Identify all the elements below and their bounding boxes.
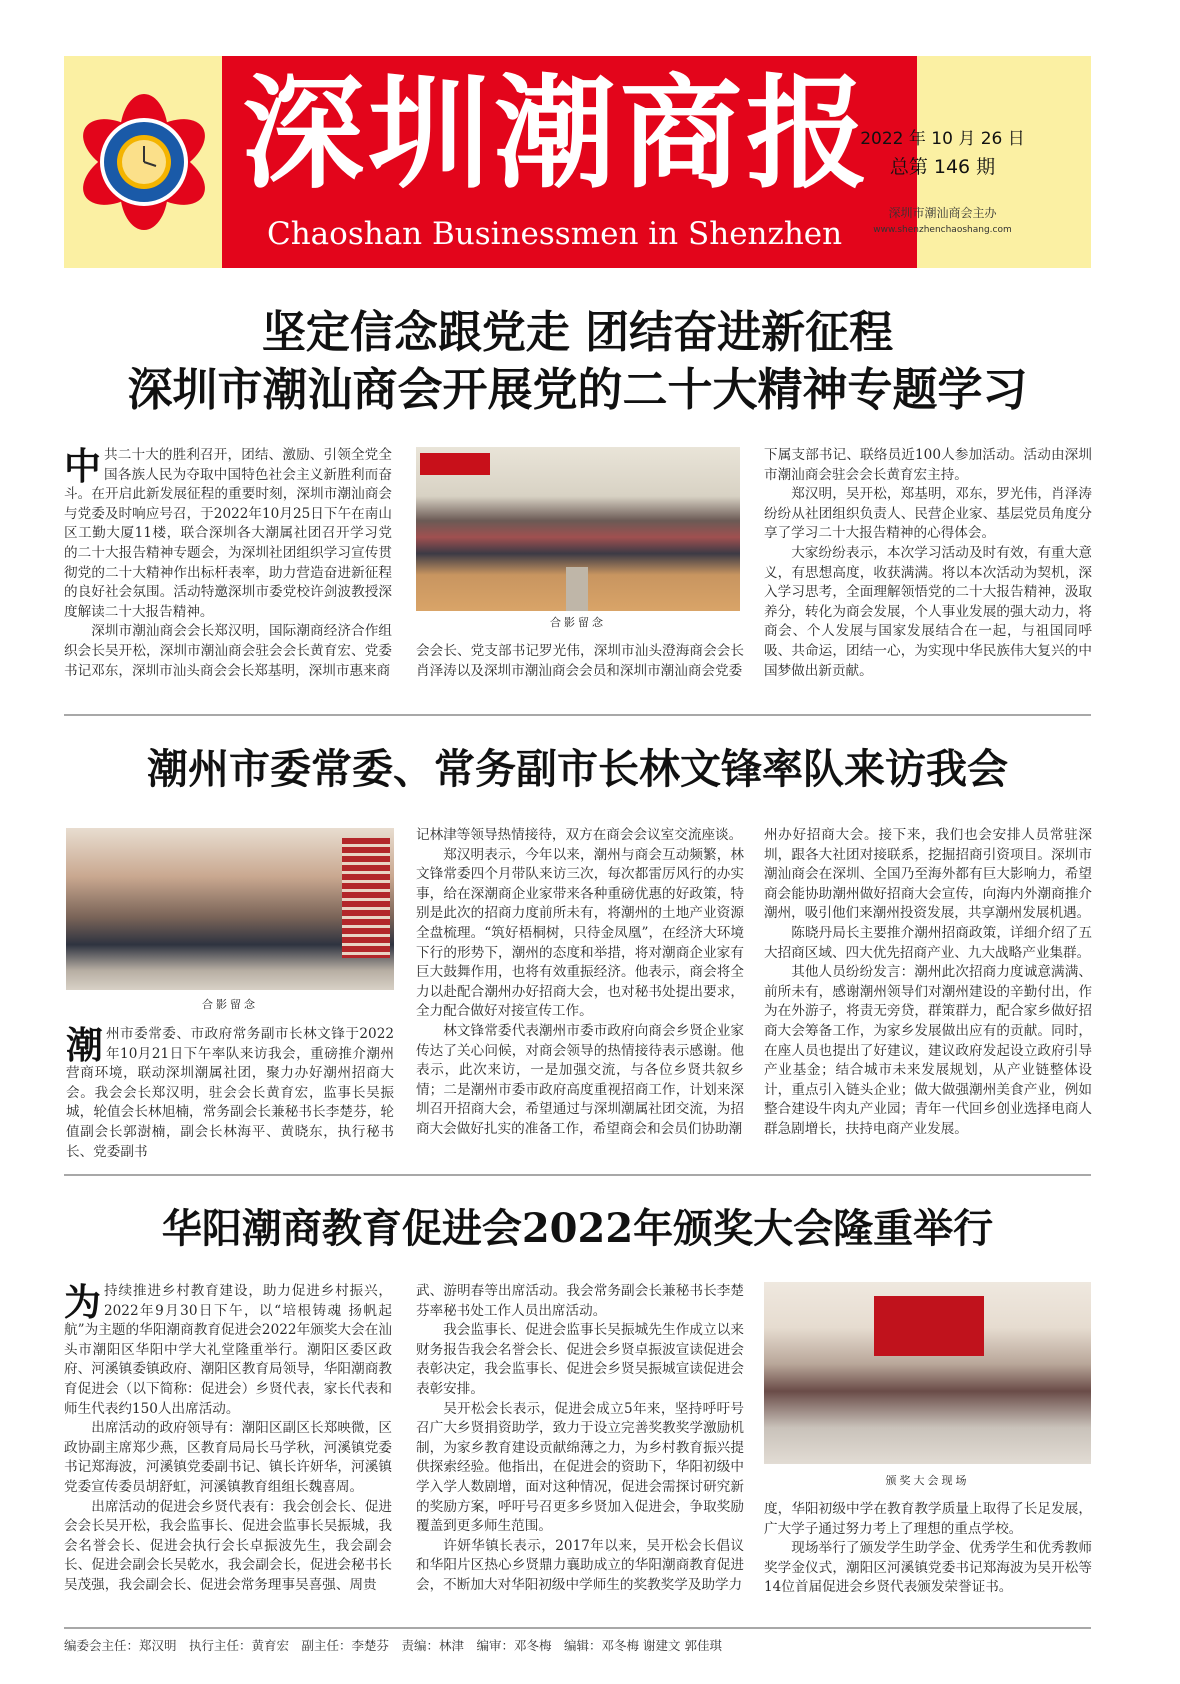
paragraph: 会会长、党支部书记罗光伟，深圳市汕头澄海商会会长肖泽涛以及深圳市潮汕商会会员和深圳市潮汕商会党委 [416, 643, 744, 679]
photo-caption: 合影留念 [550, 616, 606, 629]
paragraph: 州市委常委、市政府常务副市长林文锋于2022年10月21日下午率队来访我会，重磅推介潮州营商环境，联动深圳潮属社团，聚力办好潮州招商大会。我会会长郑汉明，驻会会长黄育宏，监事长吴振城，轮值会长林旭楠，常务副会长兼秘书长李楚芬，轮值副会长郭澍楠，副会长林海平、黄晓东，执行秘书长、党委副书 [66, 1026, 394, 1160]
paragraph: 陈晓丹局长主要推介潮州招商政策，详细介绍了五大招商区域、四大优先招商产业、九大战略产业集群。 [764, 924, 1092, 961]
paragraph: 持续推进乡村教育建设，助力促进乡村振兴，2022年9月30日下午，以“培根铸魂 扬帆起航”为主题的华阳潮商教育促进会2022年颁奖大会在汕头市潮阳区华阳中学大礼堂隆重举行。潮阳区委区政府、河溪镇委镇政府、潮阳区教育局领导，华阳潮商教育促进会（以下简称：促进会）乡贤代表，家长代表和师生代表约150人出席活动。 [64, 1283, 392, 1417]
drop-cap: 潮 [66, 1023, 103, 1067]
photo-caption: 合影留念 [202, 998, 258, 1011]
article3-column-2 [416, 1282, 744, 1596]
award-ceremony-photo [764, 1282, 1091, 1464]
paragraph: 郑汉明表示，今年以来，潮州与商会互动频繁，林文锋常委四个月带队来访三次，每次都雷厉风行的办实事，给在深潮商企业家带来各种重磅优惠的好政策，特别是此次的招商力度前所未有，将潮州的土地产业资源全盘梳理。“筑好梧桐树，只待金凤凰”，在经济大环境下行的形势下，潮州的态度和举措，将对潮商企业家有巨大鼓舞作用，也将有效重振经济。他表示，商会将全力以赴配合潮州办好招商大会，也对秘书处提出要求，全力配合做好对接宣传工作。 [416, 846, 744, 1020]
paragraph: 度，华阳初级中学在教育教学质量上取得了长足发展，广大学子通过努力考上了理想的重点学校。 [764, 1501, 1092, 1537]
section-divider [64, 1174, 1091, 1176]
section-divider [64, 714, 1091, 716]
stage-backdrop [874, 1296, 984, 1356]
article1-headline-2: 深圳市潮汕商会开展党的二十大精神专题学习 [127, 363, 1028, 416]
issue-number: 总第 146 期 [889, 156, 996, 178]
masthead-red-panel [222, 56, 917, 268]
newspaper-english-title: Chaoshan Businessmen in Shenzhen [267, 216, 843, 252]
issue-date: 2022 年 10 月 26 日 [860, 129, 1025, 149]
article1-column-1 [64, 446, 392, 681]
article1-headline-1: 坚定信念跟党走 团结奋进新征程 [261, 307, 894, 358]
article2-column-2 [416, 826, 744, 1140]
drop-cap: 为 [64, 1280, 101, 1324]
banner [420, 453, 490, 475]
newspaper-title: 深圳潮商报 [242, 61, 872, 205]
article2-column-3 [764, 826, 1092, 1140]
article1-column-3 [764, 446, 1092, 681]
footer-divider [64, 1627, 1091, 1629]
paragraph: 其他人员纷纷发言：潮州此次招商力度诚意满满、前所未有，感谢潮州领导们对潮州建设的辛勤付出，作为在外游子，将责无旁贷，群策群力，配合家乡做好招商大会筹备工作，为家乡发展做出应有的贡献。同时，在座人员也提出了好建议，建议政府发起设立政府引导产业基金；结合城市未来发展规划，从产业链整体设计，重点引入链头企业；做大做强潮州美食产业，例如整合建设牛肉丸产业园；青年一代回乡创业选择电商人群急剧增长，扶持电商产业发展。 [764, 964, 1092, 1137]
paragraph: 下属支部书记、联络员近100人参加活动。活动由深圳市潮汕商会驻会会长黄育宏主持。 [764, 447, 1092, 483]
paragraph: 出席活动的政府领导有：潮阳区副区长郑映微，区政协副主席郑少燕，区教育局局长马学秋，河溪镇党委书记郑海波，河溪镇党委副书记、镇长许妍华，河溪镇党委宣传委员胡舒虹，河溪镇教育组组长魏喜周。 [64, 1420, 392, 1495]
paragraph: 许妍华镇长表示，2017年以来，吴开松会长倡议和华阳片区热心乡贤鼎力襄助成立的华阳潮商教育促进会，不断加大对华阳初级中学师生的奖教奖学及助学力 [416, 1537, 744, 1593]
paragraph: 大家纷纷表示，本次学习活动及时有效，有重大意义，有思想高度，收获满满。将以本次活动为契机，深入学习思考，全面理解领悟党的二十大报告精神，汲取养分，转化为商会发展，个人事业发展的强大动力，将商会、个人发展与国家发展结合在一起，与祖国同呼吸、共命运，团结一心，为实现中华民族伟大复兴的中国梦做出新贡献。 [764, 544, 1092, 679]
paragraph: 州办好招商大会。接下来，我们也会安排人员常驻深圳，跟各大社团对接联系，挖掘招商引资项目。深圳市潮汕商会在深圳、全国乃至海外都有巨大影响力，希望商会能协助潮州做好招商大会宣传，向海内外潮商推介潮州，吸引他们来潮州投资发展，共享潮州发展机遇。 [764, 827, 1092, 922]
website-url[interactable]: www.shenzhenchaoshang.com [873, 225, 1012, 235]
paragraph: 现场举行了颁发学生助学金、优秀学生和优秀教师奖学金仪式，潮阳区河溪镇党委书记郑海波为吴开松等14位首届促进会乡贤代表颁发荣誉证书。 [764, 1540, 1092, 1596]
article2-column-1 [66, 1025, 394, 1162]
paragraph: 吴开松会长表示，促进会成立5年来，坚持呼吁号召广大乡贤捐资助学，致力于设立完善奖教奖学激励机制，为家乡教育建设贡献绵薄之力，为乡村教育振兴提供探索经验。他指出，在促进会的资助下，华阳初级中学入学人数剧增，面对这种情况，促进会需探讨研究新的奖励方案，呼吁号召更多乡贤加入促进会，争取奖励覆盖到更多师生范围。 [416, 1400, 744, 1535]
group-photo-visit [66, 828, 394, 990]
article1-column-2 [416, 642, 744, 681]
paragraph: 记林津等领导热情接待，双方在商会会议室交流座谈。 [416, 827, 743, 843]
photo-caption: 颁奖大会现场 [885, 1474, 970, 1487]
issue-info [860, 126, 1025, 235]
group-photo-meeting [416, 447, 740, 611]
masthead [64, 56, 1091, 268]
paragraph: 我会监事长、促进会监事长吴振城先生作成立以来财务报告我会名誉会长、促进会乡贤卓振波宣读促进会表彰决定，我会监事长、促进会乡贤吴振城宣读促进会表彰安排。 [416, 1322, 744, 1397]
chamber-logo-icon [74, 92, 214, 232]
article3-column-1 [64, 1282, 392, 1596]
article2-headline: 潮州市委常委、常务副市长林文锋率队来访我会 [147, 745, 1008, 793]
drop-cap: 中 [64, 444, 101, 488]
paragraph: 深圳市潮汕商会会长郑汉明，国际潮商经济合作组织会长吴开松，深圳市潮汕商会驻会会长黄育宏、党委书记邓东，深圳市汕头商会会长郑基明，深圳市惠来商 [64, 623, 392, 679]
paragraph: 郑汉明，吴开松，郑基明，邓东，罗光伟，肖泽涛纷纷从社团组织负责人、民营企业家、基层党员角度分享了学习二十大报告精神的心得体会。 [764, 486, 1092, 542]
award-wall [342, 838, 390, 958]
paragraph: 出席活动的促进会乡贤代表有：我会创会长、促进会会长吴开松，我会监事长、促进会监事长吴振城，我会名誉会长、促进会执行会长卓振波先生，我会副会长、促进会副会长吴乾水，我会副会长，促进会秘书长吴茂强，我会副会长、促进会常务理事吴喜强、周贵 [64, 1498, 392, 1593]
paragraph: 武、游明春等出席活动。我会常务副会长兼秘书长李楚芬率秘书处工作人员出席活动。 [416, 1283, 744, 1319]
editorial-credits: 编委会主任：郑汉明 执行主任：黄育宏 副主任：李楚芬 责编：林津 编审：邓冬梅 编辑：邓冬梅 谢建文 郭佳琪 [64, 1638, 722, 1653]
article3-column-3 [764, 1500, 1092, 1598]
article3-headline: 华阳潮商教育促进会2022年颁奖大会隆重举行 [161, 1205, 994, 1252]
paragraph: 共二十大的胜利召开，团结、激励、引领全党全国各族人民为夺取中国特色社会主义新胜利而奋斗。在开启此新发展征程的重要时刻，深圳市潮汕商会与党委及时响应号召，于2022年10月25日下午在南山区工勤大厦11楼，联合深圳各大潮属社团召开学习党的二十大报告精神专题会，为深圳社团组织学习宣传贯彻党的二十大精神作出标杆表率，助力营造奋进新征程的良好社会氛围。活动特邀深圳市委党校许剑波教授深度解读二十大报告精神。 [64, 447, 392, 620]
publisher: 深圳市潮汕商会主办 [888, 206, 997, 220]
aisle [566, 567, 588, 611]
paragraph: 林文锋常委代表潮州市委市政府向商会乡贤企业家传达了关心问候，对商会领导的热情接待表示感谢。他表示，此次来访，一是加强交流，与各位乡贤共叙乡情；二是潮州市委市政府高度重视招商工作，计划来深圳召开招商大会，希望通过与深圳潮属社团交流，为招商大会做好扎实的准备工作，希望商会和会员们协助潮 [416, 1022, 744, 1137]
